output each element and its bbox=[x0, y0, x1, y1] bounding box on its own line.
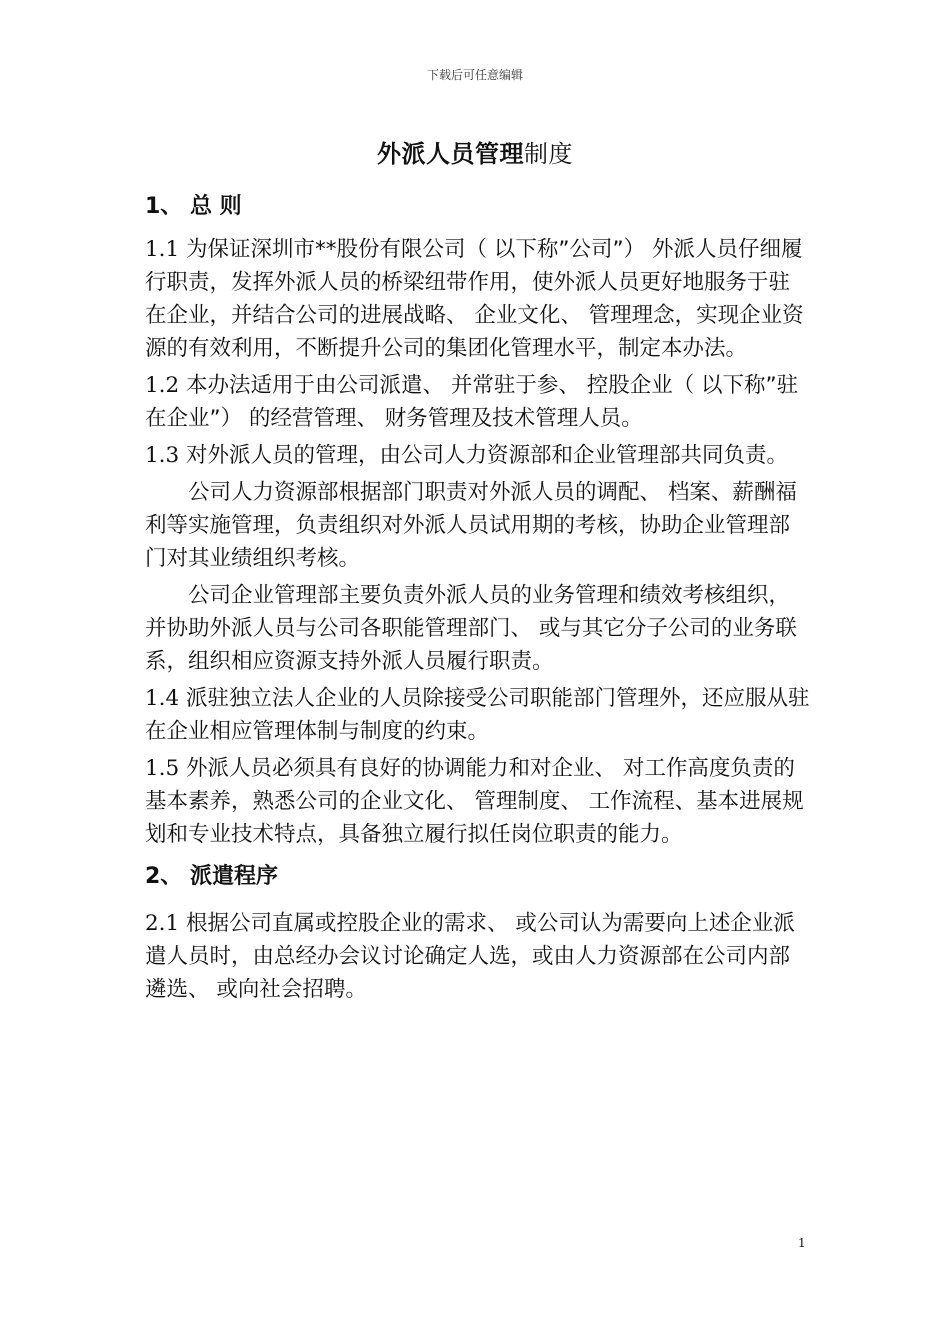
clause-number: 1.5 bbox=[145, 756, 180, 781]
clause-number: 1.1 bbox=[145, 237, 180, 262]
paragraph-1-1 bbox=[145, 233, 810, 365]
section-heading-2: 2、 派遣程序 bbox=[145, 864, 278, 889]
section-heading-1: 1、 总 则 bbox=[145, 194, 242, 219]
page-number: 1 bbox=[798, 1236, 806, 1250]
clause-text: 本办法适用于由公司派遣、 并常驻于参、 控股企业（ 以下称”驻在企业”） 的经营管理、 财务管理及技术管理人员。 bbox=[145, 373, 799, 431]
clause-text: 派驻独立法人企业的人员除接受公司职能部门管理外，还应服从驻在企业相应管理体制与制度的约束。 bbox=[145, 686, 810, 744]
clause-text: 为保证深圳市**股份有限公司（ 以下称”公司”） 外派人员仔细履行职责，发挥外派人员的桥梁纽带作用，使外派人员更好地服务于驻在企业，并结合公司的进展战略、 企业文化、 管理理念，实现企业资源的有效利用，不断提升公司的集团化管理水平，制定本办法。 bbox=[145, 237, 804, 361]
document-body bbox=[145, 190, 810, 1010]
paragraph-1-5 bbox=[145, 752, 810, 851]
paragraph-1-4 bbox=[145, 682, 810, 748]
clause-number: 1.3 bbox=[145, 443, 180, 468]
clause-text: 根据公司直属或控股企业的需求、 或公司认为需要向上述企业派遣人员时，由总经办会议讨论确定人选，或由人力资源部在公司内部遴选、 或向社会招聘。 bbox=[145, 911, 795, 1002]
document-title bbox=[0, 134, 950, 169]
clause-text: 对外派人员的管理，由公司人力资源部和企业管理部共同负责。 bbox=[179, 443, 789, 468]
document-title-bold: 外派人员管理 bbox=[377, 140, 524, 168]
paragraph-1-2 bbox=[145, 369, 810, 435]
paragraph-1-3 bbox=[145, 439, 810, 472]
clause-number: 1.2 bbox=[145, 373, 180, 398]
paragraph-2-1 bbox=[145, 907, 810, 1006]
page-header: 下载后可任意编辑 bbox=[426, 68, 523, 82]
document-title-normal: 制度 bbox=[524, 140, 573, 168]
paragraph-1-3-hr: 公司人力资源部根据部门职责对外派人员的调配、 档案、薪酬福利等实施管理，负责组织对外派人员试用期的考核，协助企业管理部门对其业绩组织考核。 bbox=[145, 480, 797, 571]
clause-text: 外派人员必须具有良好的协调能力和对企业、 对工作高度负责的基本素养，熟悉公司的企业文化、 管理制度、 工作流程、基本进展规划和专业技术特点，具备独立履行拟任岗位职责的能力。 bbox=[145, 756, 804, 847]
clause-number: 2.1 bbox=[145, 911, 180, 936]
clause-number: 1.4 bbox=[145, 686, 180, 711]
paragraph-1-3-mgmt: 公司企业管理部主要负责外派人员的业务管理和绩效考核组织，并协助外派人员与公司各职能管理部门、 或与其它分子公司的业务联系，组织相应资源支持外派人员履行职责。 bbox=[145, 583, 797, 674]
